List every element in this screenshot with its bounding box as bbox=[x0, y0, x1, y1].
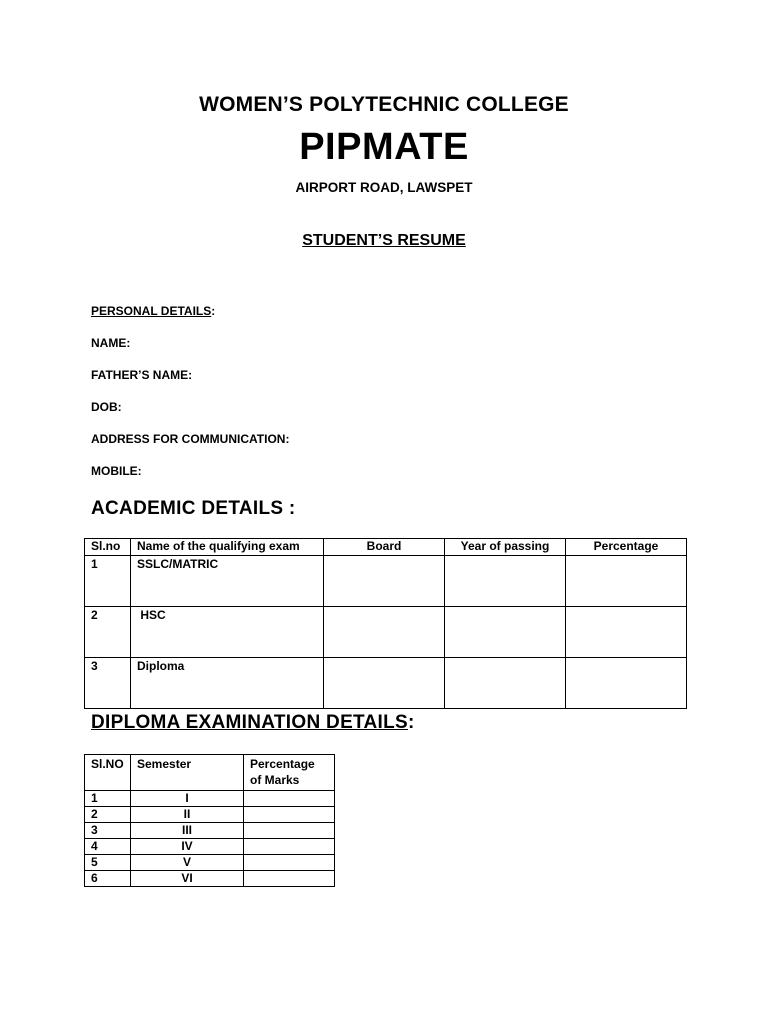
year-cell[interactable] bbox=[445, 658, 566, 709]
mobile-label: MOBILE: bbox=[91, 464, 142, 478]
resume-title-text: STUDENT’S RESUME bbox=[302, 232, 466, 249]
year-cell[interactable] bbox=[445, 556, 566, 607]
slno-cell: 1 bbox=[85, 791, 131, 807]
year-cell[interactable] bbox=[445, 607, 566, 658]
semester-cell: VI bbox=[131, 871, 244, 887]
board-cell[interactable] bbox=[324, 607, 445, 658]
personal-details-heading-text: PERSONAL DETAILS bbox=[91, 304, 212, 318]
brand-title: PIPMATE bbox=[299, 126, 469, 168]
diploma-details-heading bbox=[91, 712, 415, 734]
table-row bbox=[85, 839, 335, 855]
col-slno: Sl.no bbox=[85, 539, 131, 556]
table-row bbox=[85, 807, 335, 823]
slno-cell: 3 bbox=[85, 658, 131, 709]
semester-cell: III bbox=[131, 823, 244, 839]
table-row bbox=[85, 871, 335, 887]
marks-cell[interactable] bbox=[244, 855, 335, 871]
table-row bbox=[85, 823, 335, 839]
slno-cell: 2 bbox=[85, 807, 131, 823]
board-cell[interactable] bbox=[324, 556, 445, 607]
percentage-cell[interactable] bbox=[566, 556, 687, 607]
diploma-details-table bbox=[84, 754, 335, 887]
marks-cell[interactable] bbox=[244, 791, 335, 807]
exam-cell: SSLC/MATRIC bbox=[131, 556, 324, 607]
col-board: Board bbox=[324, 539, 445, 556]
personal-details-heading bbox=[91, 304, 215, 318]
col-year: Year of passing bbox=[445, 539, 566, 556]
percentage-cell[interactable] bbox=[566, 607, 687, 658]
exam-cell: Diploma bbox=[131, 658, 324, 709]
resume-title bbox=[0, 232, 768, 250]
slno-cell: 5 bbox=[85, 855, 131, 871]
father-name-label: FATHER’S NAME: bbox=[91, 368, 193, 382]
table-row bbox=[85, 556, 687, 607]
academic-header-row bbox=[85, 539, 687, 556]
slno-cell: 2 bbox=[85, 607, 131, 658]
col-semester: Semester bbox=[131, 755, 244, 791]
marks-cell[interactable] bbox=[244, 807, 335, 823]
table-row bbox=[85, 791, 335, 807]
academic-details-heading: ACADEMIC DETAILS : bbox=[91, 498, 296, 519]
exam-cell: HSC bbox=[131, 607, 324, 658]
diploma-header-row bbox=[85, 755, 335, 791]
academic-details-table bbox=[84, 538, 687, 709]
marks-cell[interactable] bbox=[244, 823, 335, 839]
college-address: AIRPORT ROAD, LAWSPET bbox=[295, 180, 473, 195]
col-slno: Sl.NO bbox=[85, 755, 131, 791]
slno-cell: 4 bbox=[85, 839, 131, 855]
slno-cell: 1 bbox=[85, 556, 131, 607]
semester-cell: II bbox=[131, 807, 244, 823]
table-row bbox=[85, 658, 687, 709]
col-percentage: Percentage bbox=[566, 539, 687, 556]
diploma-details-heading-text: DIPLOMA EXAMINATION DETAILS bbox=[91, 712, 409, 733]
name-label: NAME: bbox=[91, 336, 131, 350]
personal-details-colon: : bbox=[211, 304, 216, 318]
marks-cell[interactable] bbox=[244, 871, 335, 887]
college-name: WOMEN’S POLYTECHNIC COLLEGE bbox=[199, 93, 569, 116]
board-cell[interactable] bbox=[324, 658, 445, 709]
marks-cell[interactable] bbox=[244, 839, 335, 855]
semester-cell: V bbox=[131, 855, 244, 871]
table-row bbox=[85, 855, 335, 871]
table-row bbox=[85, 607, 687, 658]
col-marks: Percentage of Marks bbox=[244, 755, 335, 791]
slno-cell: 6 bbox=[85, 871, 131, 887]
percentage-cell[interactable] bbox=[566, 658, 687, 709]
diploma-details-colon: : bbox=[408, 712, 415, 733]
col-exam: Name of the qualifying exam bbox=[131, 539, 324, 556]
dob-label: DOB: bbox=[91, 400, 122, 414]
slno-cell: 3 bbox=[85, 823, 131, 839]
address-label: ADDRESS FOR COMMUNICATION: bbox=[91, 432, 290, 446]
semester-cell: IV bbox=[131, 839, 244, 855]
semester-cell: I bbox=[131, 791, 244, 807]
